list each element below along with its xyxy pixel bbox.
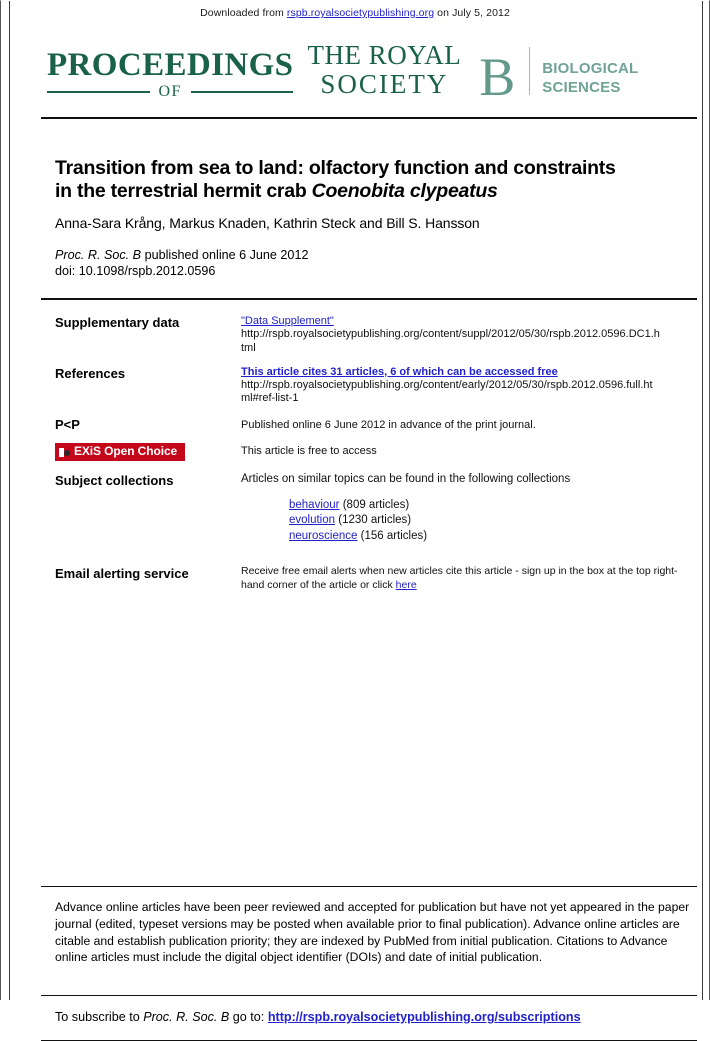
title-species-name: Coenobita clypeatus — [311, 179, 498, 202]
of-wordmark: OF — [158, 83, 182, 101]
collection-count-neuroscience: (156 articles) — [360, 530, 428, 543]
journal-masthead — [1, 40, 709, 107]
references-value — [241, 365, 697, 407]
data-supplement-link[interactable]: "Data Supplement" — [241, 315, 334, 327]
subject-collections-label: Subject collections — [55, 472, 174, 488]
references-url-line-1: http://rspb.royalsocietypublishing.org/content/early/2012/05/30/rspb.2012.0596.full.ht — [241, 378, 653, 391]
subscribe-line — [1, 1010, 709, 1024]
subscribe-prefix: To subscribe to — [55, 1009, 144, 1024]
footer-rule-top — [41, 886, 697, 887]
downloaded-prefix: Downloaded from — [200, 7, 287, 19]
article-title-block — [1, 119, 709, 280]
source-site-link[interactable]: rspb.royalsocietypublishing.org — [286, 7, 435, 19]
sciences-line: SCIENCES — [542, 79, 621, 97]
proceedings-wordmark: PROCEEDINGS — [47, 46, 294, 83]
proceedings-of-lockup — [47, 46, 294, 101]
collection-link-behaviour[interactable]: behaviour — [289, 498, 340, 511]
metadata-row-pp — [55, 416, 697, 433]
pp-label: P<P — [55, 417, 80, 433]
royal-society-wordmark — [307, 41, 461, 100]
collection-count-behaviour: (809 articles) — [342, 498, 410, 511]
of-row — [47, 84, 293, 100]
metadata-row-references — [55, 365, 697, 407]
subject-collections-intro: Articles on similar topics can be found in the following collections — [241, 472, 571, 485]
list-item — [289, 498, 697, 514]
open-choice-badge-cell — [55, 442, 241, 461]
article-metadata-table — [1, 314, 709, 592]
collection-link-evolution[interactable]: evolution — [289, 514, 336, 527]
subject-collections-value — [241, 472, 697, 545]
journal-name: Proc. R. Soc. B — [55, 247, 142, 262]
metadata-row-email-alerts — [55, 565, 697, 592]
supplementary-data-value — [241, 314, 697, 356]
title-line-2: in the terrestrial hermit crab — [55, 179, 312, 202]
email-alerting-value — [241, 565, 697, 592]
references-url-line-2: ml#ref-list-1 — [241, 392, 299, 405]
subject-collections-list — [241, 498, 697, 546]
metadata-top-rule — [41, 298, 697, 300]
article-citation — [55, 247, 697, 280]
biological-line: BIOLOGICAL — [542, 59, 639, 77]
metadata-row-open-choice — [55, 442, 697, 461]
biological-sciences-wordmark — [542, 59, 638, 100]
email-alerting-label: Email alerting service — [55, 566, 189, 582]
list-item — [289, 529, 697, 545]
collection-count-evolution: (1230 articles) — [338, 514, 412, 527]
title-line-1: Transition from sea to land: olfactory function and constraints — [55, 157, 616, 180]
pp-value: Published online 6 June 2012 in advance of the print journal. — [241, 419, 536, 432]
exis-logo-icon — [59, 447, 70, 458]
supplementary-url-line-1: http://rspb.royalsocietypublishing.org/content/suppl/2012/05/30/rspb.2012.0596.DC1.h — [241, 328, 660, 341]
references-label: References — [55, 365, 126, 381]
open-choice-value: This article is free to access — [241, 445, 377, 458]
email-alerting-text: Receive free email alerts when new articles cite this article - sign up in the box at the top right-hand corner of the article or click — [241, 565, 678, 591]
royal-line-1: THE ROYAL — [307, 40, 462, 70]
of-rule-right — [191, 91, 294, 93]
published-online-text: published online 6 June 2012 — [141, 247, 309, 262]
metadata-row-subject-collections — [55, 472, 697, 545]
subscribe-journal-name: Proc. R. Soc. B — [143, 1009, 230, 1024]
list-item — [289, 513, 697, 529]
metadata-row-supplementary — [55, 314, 697, 356]
email-alerts-here-link[interactable]: here — [395, 578, 417, 591]
exis-badge-label: EXiS Open Choice — [74, 444, 178, 459]
exis-open-choice-badge[interactable] — [55, 443, 185, 460]
supplementary-url-line-2: tml — [241, 341, 256, 354]
collection-link-neuroscience[interactable]: neuroscience — [289, 530, 358, 543]
advance-online-note: Advance online articles have been peer reviewed and accepted for publication but have not yet appeared in the paper journal (edited, typeset versions may be posted when available prior to final publication). Advance online articles are citable and establish publication priority; they are indexed by PubMed from initial publication. Citations to Advance online articles must include the digital object identifier (DOIs) and date of initial publication. — [55, 900, 690, 965]
supplementary-data-label: Supplementary data — [55, 315, 180, 330]
letter-b-logo-icon: B — [479, 46, 516, 107]
downloaded-date: on July 5, 2012 — [434, 7, 510, 19]
royal-line-2: SOCIETY — [320, 69, 449, 100]
subscriptions-link[interactable]: http://rspb.royalsocietypublishing.org/subscriptions — [267, 1009, 581, 1024]
article-doi: doi: 10.1098/rspb.2012.0596 — [55, 264, 216, 279]
page-title — [55, 119, 697, 202]
footer-rule-middle — [41, 995, 697, 996]
of-rule-left — [47, 91, 150, 93]
subscribe-goto-text: go to: — [229, 1009, 268, 1024]
page-whitespace — [1, 601, 709, 886]
cites-articles-link[interactable]: This article cites 31 articles, 6 of which can be accessed free — [241, 365, 558, 378]
article-authors: Anna-Sara Krång, Markus Knaden, Kathrin Steck and Bill S. Hansson — [55, 214, 480, 231]
downloaded-from-banner — [1, 1, 709, 19]
masthead-divider — [529, 47, 530, 95]
